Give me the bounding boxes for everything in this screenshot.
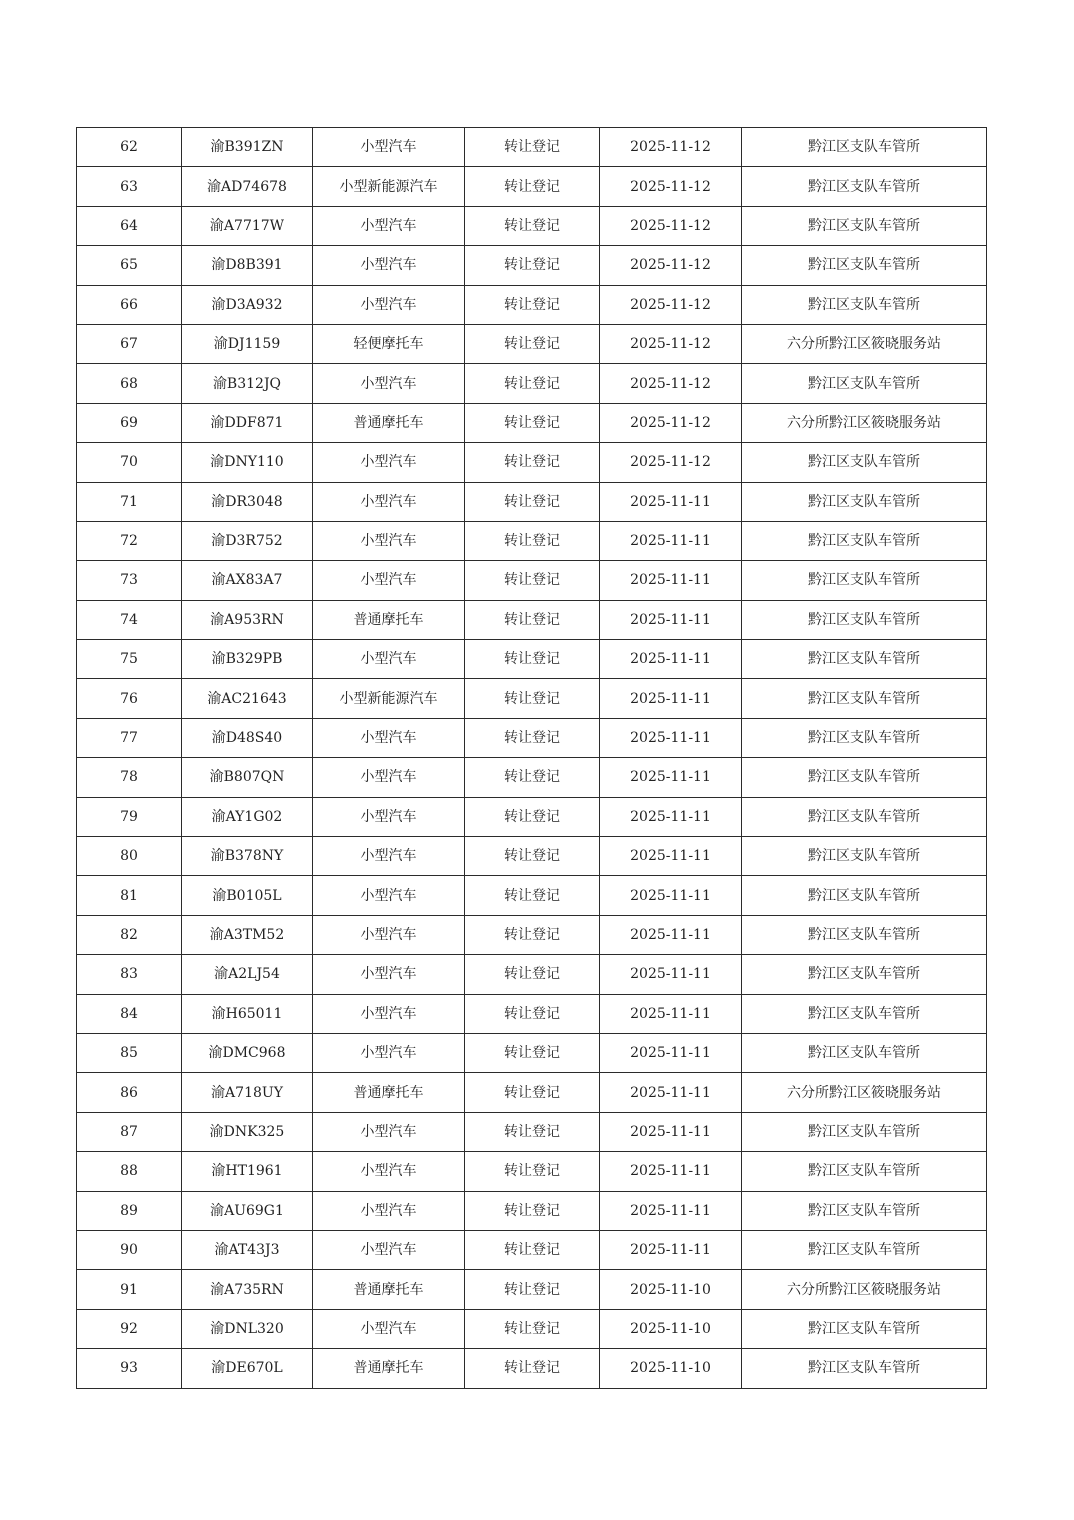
business-type-cell: 转让登记 (465, 128, 600, 167)
business-type-cell: 转让登记 (465, 1309, 600, 1348)
row-number-cell: 90 (77, 1230, 182, 1269)
date-cell: 2025-11-11 (600, 915, 742, 954)
vehicle-type-cell: 小型汽车 (313, 521, 465, 560)
vehicle-type-cell: 普通摩托车 (313, 600, 465, 639)
business-type-cell: 转让登记 (465, 1230, 600, 1269)
row-number-cell: 66 (77, 285, 182, 324)
plate-number-cell: 渝B807QN (182, 758, 313, 797)
row-number-cell: 62 (77, 128, 182, 167)
row-number-cell: 79 (77, 797, 182, 836)
plate-number-cell: 渝AX83A7 (182, 561, 313, 600)
table-row (77, 403, 987, 442)
plate-number-cell: 渝A718UY (182, 1073, 313, 1112)
row-number-cell: 67 (77, 324, 182, 363)
date-cell: 2025-11-12 (600, 364, 742, 403)
business-type-cell: 转让登记 (465, 285, 600, 324)
table-row (77, 1152, 987, 1191)
plate-number-cell: 渝B391ZN (182, 128, 313, 167)
vehicle-type-cell: 小型汽车 (313, 206, 465, 245)
vehicle-type-cell: 普通摩托车 (313, 1270, 465, 1309)
table-row (77, 364, 987, 403)
row-number-cell: 76 (77, 679, 182, 718)
table-row (77, 561, 987, 600)
row-number-cell: 91 (77, 1270, 182, 1309)
business-type-cell: 转让登记 (465, 679, 600, 718)
office-cell: 黔江区支队车管所 (742, 1112, 987, 1151)
vehicle-type-cell: 小型汽车 (313, 994, 465, 1033)
table-row (77, 994, 987, 1033)
vehicle-type-cell: 小型汽车 (313, 640, 465, 679)
business-type-cell: 转让登记 (465, 1270, 600, 1309)
vehicle-type-cell: 小型汽车 (313, 482, 465, 521)
date-cell: 2025-11-11 (600, 1191, 742, 1230)
business-type-cell: 转让登记 (465, 167, 600, 206)
date-cell: 2025-11-11 (600, 1073, 742, 1112)
row-number-cell: 69 (77, 403, 182, 442)
date-cell: 2025-11-12 (600, 206, 742, 245)
plate-number-cell: 渝DE670L (182, 1349, 313, 1388)
plate-number-cell: 渝D48S40 (182, 718, 313, 757)
plate-number-cell: 渝AT43J3 (182, 1230, 313, 1269)
vehicle-type-cell: 普通摩托车 (313, 1349, 465, 1388)
vehicle-type-cell: 小型汽车 (313, 1230, 465, 1269)
date-cell: 2025-11-12 (600, 285, 742, 324)
date-cell: 2025-11-11 (600, 876, 742, 915)
table-row (77, 246, 987, 285)
business-type-cell: 转让登记 (465, 994, 600, 1033)
row-number-cell: 80 (77, 837, 182, 876)
row-number-cell: 89 (77, 1191, 182, 1230)
business-type-cell: 转让登记 (465, 640, 600, 679)
date-cell: 2025-11-11 (600, 955, 742, 994)
business-type-cell: 转让登记 (465, 521, 600, 560)
vehicle-type-cell: 小型汽车 (313, 797, 465, 836)
date-cell: 2025-11-10 (600, 1349, 742, 1388)
row-number-cell: 74 (77, 600, 182, 639)
row-number-cell: 77 (77, 718, 182, 757)
business-type-cell: 转让登记 (465, 1152, 600, 1191)
table-row (77, 206, 987, 245)
office-cell: 黔江区支队车管所 (742, 285, 987, 324)
date-cell: 2025-11-11 (600, 561, 742, 600)
office-cell: 六分所黔江区筱晓服务站 (742, 1270, 987, 1309)
date-cell: 2025-11-12 (600, 443, 742, 482)
plate-number-cell: 渝B312JQ (182, 364, 313, 403)
business-type-cell: 转让登记 (465, 915, 600, 954)
office-cell: 黔江区支队车管所 (742, 1230, 987, 1269)
vehicle-type-cell: 小型汽车 (313, 1112, 465, 1151)
table-row (77, 955, 987, 994)
business-type-cell: 转让登记 (465, 206, 600, 245)
plate-number-cell: 渝D8B391 (182, 246, 313, 285)
date-cell: 2025-11-12 (600, 246, 742, 285)
office-cell: 六分所黔江区筱晓服务站 (742, 403, 987, 442)
vehicle-type-cell: 小型汽车 (313, 561, 465, 600)
business-type-cell: 转让登记 (465, 246, 600, 285)
vehicle-type-cell: 普通摩托车 (313, 403, 465, 442)
table-row (77, 324, 987, 363)
date-cell: 2025-11-12 (600, 324, 742, 363)
date-cell: 2025-11-10 (600, 1270, 742, 1309)
table-row (77, 718, 987, 757)
table-row (77, 1112, 987, 1151)
row-number-cell: 93 (77, 1349, 182, 1388)
office-cell: 黔江区支队车管所 (742, 561, 987, 600)
table-row (77, 482, 987, 521)
office-cell: 黔江区支队车管所 (742, 1191, 987, 1230)
plate-number-cell: 渝H65011 (182, 994, 313, 1033)
plate-number-cell: 渝B378NY (182, 837, 313, 876)
vehicle-type-cell: 小型汽车 (313, 1309, 465, 1348)
plate-number-cell: 渝DMC968 (182, 1033, 313, 1072)
office-cell: 黔江区支队车管所 (742, 1152, 987, 1191)
office-cell: 黔江区支队车管所 (742, 718, 987, 757)
office-cell: 黔江区支队车管所 (742, 758, 987, 797)
plate-number-cell: 渝DR3048 (182, 482, 313, 521)
plate-number-cell: 渝DNY110 (182, 443, 313, 482)
office-cell: 黔江区支队车管所 (742, 955, 987, 994)
business-type-cell: 转让登记 (465, 1073, 600, 1112)
vehicle-type-cell: 小型汽车 (313, 364, 465, 403)
business-type-cell: 转让登记 (465, 482, 600, 521)
plate-number-cell: 渝B0105L (182, 876, 313, 915)
row-number-cell: 78 (77, 758, 182, 797)
date-cell: 2025-11-11 (600, 837, 742, 876)
table-row (77, 128, 987, 167)
business-type-cell: 转让登记 (465, 876, 600, 915)
business-type-cell: 转让登记 (465, 561, 600, 600)
date-cell: 2025-11-11 (600, 521, 742, 560)
plate-number-cell: 渝DNL320 (182, 1309, 313, 1348)
row-number-cell: 73 (77, 561, 182, 600)
row-number-cell: 68 (77, 364, 182, 403)
date-cell: 2025-11-11 (600, 994, 742, 1033)
business-type-cell: 转让登记 (465, 797, 600, 836)
business-type-cell: 转让登记 (465, 1112, 600, 1151)
plate-number-cell: 渝A3TM52 (182, 915, 313, 954)
row-number-cell: 71 (77, 482, 182, 521)
office-cell: 黔江区支队车管所 (742, 482, 987, 521)
row-number-cell: 65 (77, 246, 182, 285)
row-number-cell: 87 (77, 1112, 182, 1151)
vehicle-type-cell: 小型汽车 (313, 128, 465, 167)
date-cell: 2025-11-11 (600, 1033, 742, 1072)
office-cell: 黔江区支队车管所 (742, 915, 987, 954)
vehicle-type-cell: 小型汽车 (313, 246, 465, 285)
office-cell: 黔江区支队车管所 (742, 1033, 987, 1072)
table-row (77, 600, 987, 639)
date-cell: 2025-11-11 (600, 718, 742, 757)
date-cell: 2025-11-11 (600, 758, 742, 797)
vehicle-type-cell: 小型汽车 (313, 837, 465, 876)
office-cell: 黔江区支队车管所 (742, 1309, 987, 1348)
row-number-cell: 75 (77, 640, 182, 679)
table-row (77, 1073, 987, 1112)
table-row (77, 876, 987, 915)
business-type-cell: 转让登记 (465, 600, 600, 639)
business-type-cell: 转让登记 (465, 1033, 600, 1072)
date-cell: 2025-11-10 (600, 1309, 742, 1348)
date-cell: 2025-11-12 (600, 128, 742, 167)
row-number-cell: 64 (77, 206, 182, 245)
date-cell: 2025-11-11 (600, 1230, 742, 1269)
row-number-cell: 83 (77, 955, 182, 994)
table-row (77, 758, 987, 797)
date-cell: 2025-11-11 (600, 1112, 742, 1151)
plate-number-cell: 渝A953RN (182, 600, 313, 639)
plate-number-cell: 渝HT1961 (182, 1152, 313, 1191)
date-cell: 2025-11-11 (600, 600, 742, 639)
table-row (77, 640, 987, 679)
date-cell: 2025-11-11 (600, 797, 742, 836)
vehicle-type-cell: 小型汽车 (313, 1152, 465, 1191)
table-row (77, 915, 987, 954)
business-type-cell: 转让登记 (465, 364, 600, 403)
office-cell: 黔江区支队车管所 (742, 600, 987, 639)
office-cell: 六分所黔江区筱晓服务站 (742, 324, 987, 363)
plate-number-cell: 渝D3A932 (182, 285, 313, 324)
business-type-cell: 转让登记 (465, 324, 600, 363)
date-cell: 2025-11-12 (600, 403, 742, 442)
table-row (77, 837, 987, 876)
office-cell: 黔江区支队车管所 (742, 206, 987, 245)
plate-number-cell: 渝B329PB (182, 640, 313, 679)
vehicle-type-cell: 小型汽车 (313, 285, 465, 324)
table-row (77, 443, 987, 482)
vehicle-type-cell: 小型汽车 (313, 1033, 465, 1072)
office-cell: 黔江区支队车管所 (742, 1349, 987, 1388)
table-row (77, 1349, 987, 1388)
office-cell: 黔江区支队车管所 (742, 640, 987, 679)
row-number-cell: 86 (77, 1073, 182, 1112)
registration-table-body (77, 128, 987, 1389)
date-cell: 2025-11-11 (600, 482, 742, 521)
row-number-cell: 72 (77, 521, 182, 560)
office-cell: 黔江区支队车管所 (742, 994, 987, 1033)
table-row (77, 679, 987, 718)
row-number-cell: 63 (77, 167, 182, 206)
plate-number-cell: 渝AU69G1 (182, 1191, 313, 1230)
vehicle-type-cell: 轻便摩托车 (313, 324, 465, 363)
office-cell: 黔江区支队车管所 (742, 876, 987, 915)
plate-number-cell: 渝DDF871 (182, 403, 313, 442)
business-type-cell: 转让登记 (465, 443, 600, 482)
business-type-cell: 转让登记 (465, 403, 600, 442)
plate-number-cell: 渝A7717W (182, 206, 313, 245)
plate-number-cell: 渝DNK325 (182, 1112, 313, 1151)
plate-number-cell: 渝AD74678 (182, 167, 313, 206)
table-row (77, 1270, 987, 1309)
row-number-cell: 85 (77, 1033, 182, 1072)
vehicle-type-cell: 小型汽车 (313, 758, 465, 797)
row-number-cell: 84 (77, 994, 182, 1033)
date-cell: 2025-11-11 (600, 640, 742, 679)
row-number-cell: 92 (77, 1309, 182, 1348)
date-cell: 2025-11-11 (600, 679, 742, 718)
row-number-cell: 70 (77, 443, 182, 482)
vehicle-type-cell: 小型汽车 (313, 955, 465, 994)
plate-number-cell: 渝AC21643 (182, 679, 313, 718)
business-type-cell: 转让登记 (465, 718, 600, 757)
plate-number-cell: 渝D3R752 (182, 521, 313, 560)
plate-number-cell: 渝A735RN (182, 1270, 313, 1309)
office-cell: 黔江区支队车管所 (742, 364, 987, 403)
vehicle-type-cell: 小型汽车 (313, 876, 465, 915)
vehicle-type-cell: 普通摩托车 (313, 1073, 465, 1112)
table-row (77, 167, 987, 206)
table-row (77, 1309, 987, 1348)
vehicle-type-cell: 小型汽车 (313, 915, 465, 954)
table-row (77, 521, 987, 560)
business-type-cell: 转让登记 (465, 955, 600, 994)
table-row (77, 1230, 987, 1269)
vehicle-type-cell: 小型汽车 (313, 443, 465, 482)
office-cell: 黔江区支队车管所 (742, 679, 987, 718)
business-type-cell: 转让登记 (465, 758, 600, 797)
date-cell: 2025-11-12 (600, 167, 742, 206)
table-row (77, 285, 987, 324)
plate-number-cell: 渝A2LJ54 (182, 955, 313, 994)
office-cell: 黔江区支队车管所 (742, 521, 987, 560)
vehicle-type-cell: 小型新能源汽车 (313, 167, 465, 206)
table-row (77, 797, 987, 836)
office-cell: 黔江区支队车管所 (742, 837, 987, 876)
office-cell: 六分所黔江区筱晓服务站 (742, 1073, 987, 1112)
row-number-cell: 81 (77, 876, 182, 915)
table-row (77, 1033, 987, 1072)
date-cell: 2025-11-11 (600, 1152, 742, 1191)
office-cell: 黔江区支队车管所 (742, 128, 987, 167)
business-type-cell: 转让登记 (465, 837, 600, 876)
office-cell: 黔江区支队车管所 (742, 167, 987, 206)
office-cell: 黔江区支队车管所 (742, 443, 987, 482)
office-cell: 黔江区支队车管所 (742, 797, 987, 836)
office-cell: 黔江区支队车管所 (742, 246, 987, 285)
registration-table (76, 127, 987, 1389)
vehicle-type-cell: 小型汽车 (313, 1191, 465, 1230)
business-type-cell: 转让登记 (465, 1349, 600, 1388)
plate-number-cell: 渝DJ1159 (182, 324, 313, 363)
vehicle-type-cell: 小型新能源汽车 (313, 679, 465, 718)
row-number-cell: 88 (77, 1152, 182, 1191)
vehicle-type-cell: 小型汽车 (313, 718, 465, 757)
row-number-cell: 82 (77, 915, 182, 954)
business-type-cell: 转让登记 (465, 1191, 600, 1230)
table-row (77, 1191, 987, 1230)
plate-number-cell: 渝AY1G02 (182, 797, 313, 836)
